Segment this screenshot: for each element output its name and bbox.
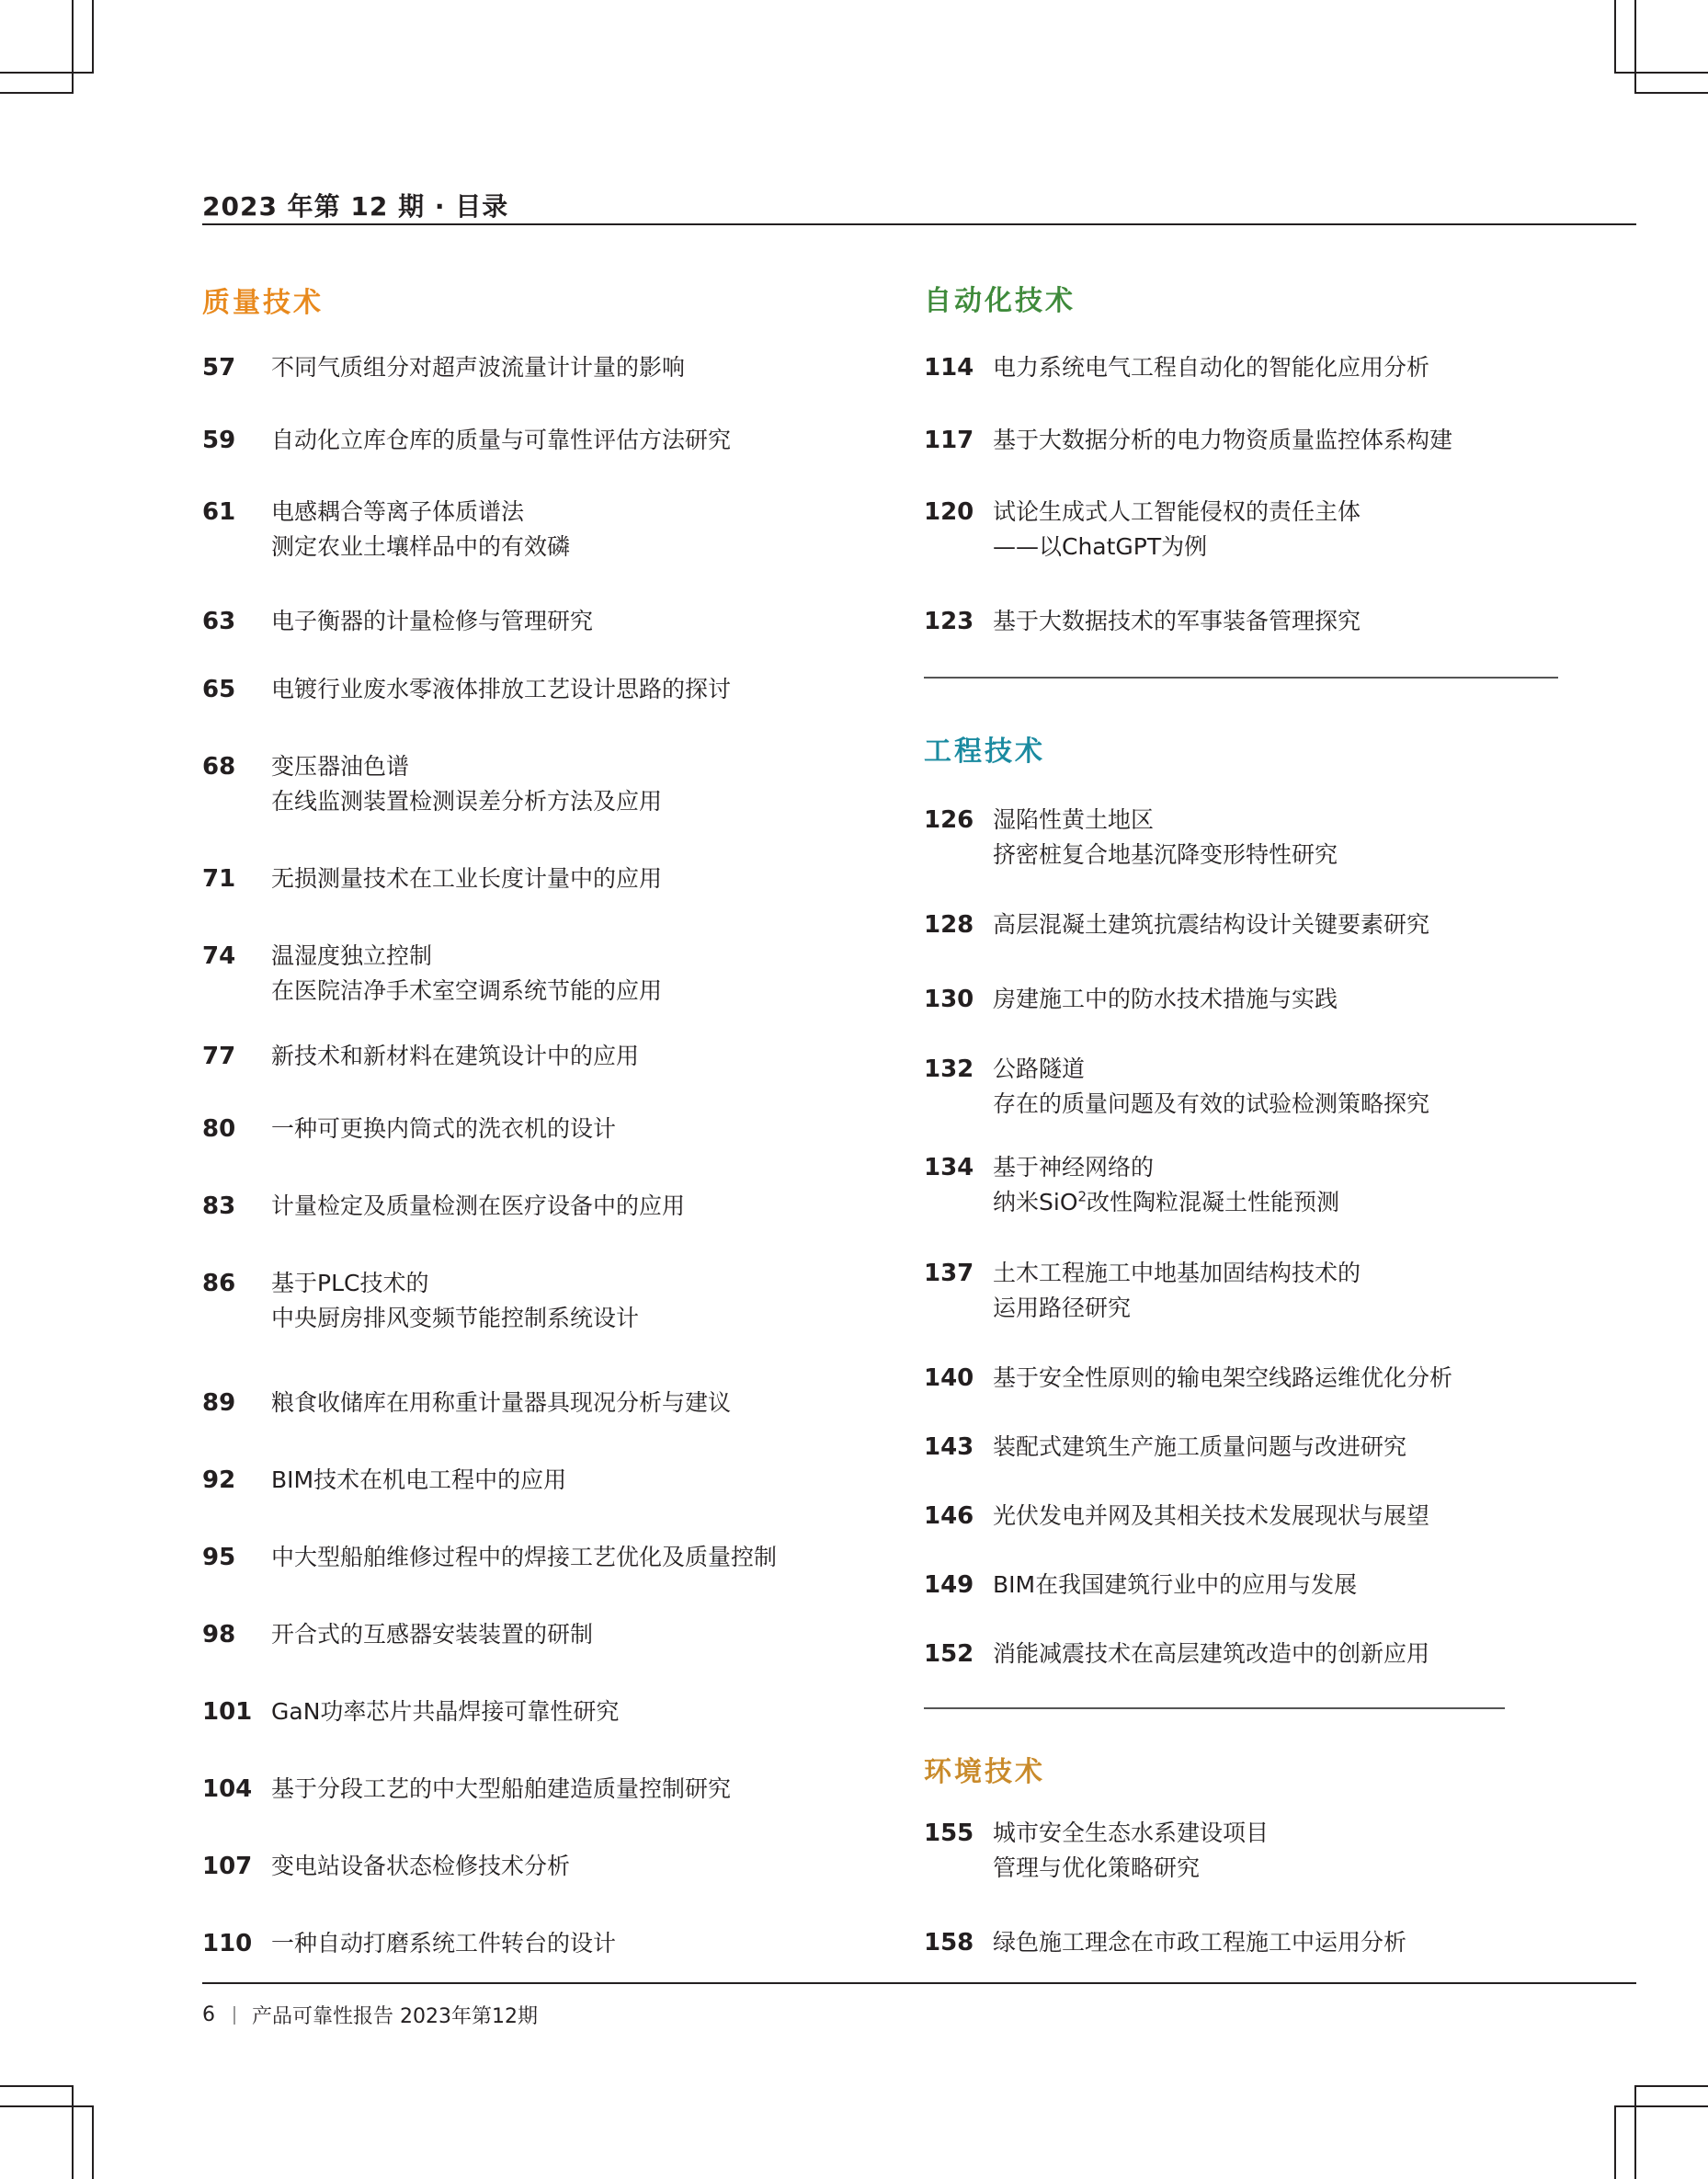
toc-title-line: 绿色施工理念在市政工程施工中运用分析 xyxy=(993,1929,1407,1956)
crop-mark xyxy=(1614,72,1708,74)
toc-entry[interactable] xyxy=(202,1039,639,1074)
toc-page-number: 74 xyxy=(202,942,236,970)
toc-page-number: 68 xyxy=(202,753,236,781)
toc-page-number: 114 xyxy=(924,354,974,382)
toc-article-title xyxy=(993,1052,1429,1122)
toc-title-line: 土木工程施工中地基加固结构技术的 xyxy=(993,1260,1361,1286)
toc-title-line: 电感耦合等离子体质谱法 xyxy=(271,498,525,525)
toc-article-title xyxy=(271,1039,639,1074)
toc-article-title xyxy=(271,749,662,819)
toc-entry[interactable] xyxy=(924,1052,1429,1122)
toc-entry[interactable] xyxy=(202,861,662,896)
toc-title-line: 一种自动打磨系统工件转台的设计 xyxy=(271,1930,617,1957)
crop-mark xyxy=(1634,0,1636,94)
toc-article-title xyxy=(993,1430,1406,1465)
toc-entry[interactable] xyxy=(924,1150,1339,1220)
toc-article-title xyxy=(271,495,570,565)
toc-title-line: 新技术和新材料在建筑设计中的应用 xyxy=(271,1043,640,1069)
toc-entry[interactable] xyxy=(924,495,1361,565)
toc-title-line: GaN功率芯片共晶焊接可靠性研究 xyxy=(271,1698,620,1725)
toc-entry[interactable] xyxy=(924,1568,1357,1603)
toc-article-title xyxy=(271,1617,593,1652)
toc-entry[interactable] xyxy=(202,1540,777,1575)
toc-title-line: 高层混凝土建筑抗震结构设计关键要素研究 xyxy=(993,911,1430,938)
toc-entry[interactable] xyxy=(202,1266,639,1336)
toc-title-line: 纳米SiO$^2$改性陶粒混凝土性能预测 xyxy=(993,1188,1340,1215)
crop-mark xyxy=(1614,2105,1708,2107)
toc-page-number: 149 xyxy=(924,1571,974,1599)
toc-title-line: 光伏发电并网及其相关技术发展现状与展望 xyxy=(993,1502,1430,1529)
page-title: 2023 年第 12 期 · 目录 xyxy=(202,191,509,222)
toc-article-title xyxy=(993,1150,1339,1220)
toc-article-title xyxy=(993,803,1338,873)
toc-entry[interactable] xyxy=(924,1816,1269,1886)
toc-page-number: 57 xyxy=(202,354,236,382)
toc-page-number: 158 xyxy=(924,1929,974,1957)
toc-entry[interactable] xyxy=(202,1926,616,1961)
toc-page-number: 63 xyxy=(202,608,236,635)
toc-article-title xyxy=(993,423,1452,458)
toc-entry[interactable] xyxy=(202,1694,619,1729)
toc-title-line: 温湿度独立控制 xyxy=(271,942,433,969)
toc-article-title xyxy=(271,350,685,385)
toc-page-number: 152 xyxy=(924,1640,974,1668)
toc-title-line: 在线监测装置检测误差分析方法及应用 xyxy=(271,788,663,815)
toc-entry[interactable] xyxy=(924,1256,1361,1326)
toc-article-title xyxy=(271,1694,619,1729)
toc-entry[interactable] xyxy=(924,1925,1406,1960)
toc-page-number: 59 xyxy=(202,427,236,454)
toc-title-line: 存在的质量问题及有效的试验检测策略探究 xyxy=(993,1090,1430,1117)
section-divider xyxy=(924,1707,1505,1709)
toc-page-number: 137 xyxy=(924,1260,974,1287)
toc-entry[interactable] xyxy=(924,423,1452,458)
toc-article-title xyxy=(993,495,1361,565)
toc-entry[interactable] xyxy=(202,604,593,639)
toc-title-line: BIM技术在机电工程中的应用 xyxy=(271,1466,567,1493)
toc-page-number: 83 xyxy=(202,1192,236,1220)
toc-page-number: 128 xyxy=(924,911,974,939)
page-number: 6 xyxy=(202,2003,215,2026)
toc-article-title xyxy=(993,982,1338,1017)
toc-title-line: 基于神经网络的 xyxy=(993,1154,1155,1181)
toc-title-line: 房建施工中的防水技术措施与实践 xyxy=(993,986,1338,1012)
toc-entry[interactable] xyxy=(924,1430,1406,1465)
crop-mark xyxy=(92,0,94,72)
toc-title-line: 无损测量技术在工业长度计量中的应用 xyxy=(271,865,663,892)
publication-name: 产品可靠性报告 2023年第12期 xyxy=(252,2005,538,2028)
crop-mark xyxy=(0,72,94,74)
toc-page-number: 134 xyxy=(924,1154,974,1181)
toc-entry[interactable] xyxy=(202,672,731,707)
toc-title-line: 城市安全生态水系建设项目 xyxy=(993,1820,1270,1846)
toc-title-line: 基于分段工艺的中大型船舶建造质量控制研究 xyxy=(271,1775,732,1802)
toc-page-number: 95 xyxy=(202,1544,236,1571)
toc-title-line: 变压器油色谱 xyxy=(271,753,410,780)
toc-entry[interactable] xyxy=(202,350,685,385)
crop-mark xyxy=(1614,2105,1616,2179)
toc-page-number: 107 xyxy=(202,1853,253,1880)
toc-page-number: 120 xyxy=(924,498,974,526)
toc-title-line: 计量检定及质量检测在医疗设备中的应用 xyxy=(271,1192,686,1219)
toc-page-number: 123 xyxy=(924,608,974,635)
toc-article-title xyxy=(271,1386,731,1420)
toc-title-line: 挤密桩复合地基沉降变形特性研究 xyxy=(993,841,1338,868)
toc-page-number: 61 xyxy=(202,498,236,526)
toc-article-title xyxy=(271,423,731,458)
section-divider xyxy=(924,677,1558,679)
subscript-superscript: 2 xyxy=(1077,1188,1087,1205)
toc-article-title xyxy=(993,1361,1452,1396)
toc-entry[interactable] xyxy=(924,1637,1429,1671)
crop-mark xyxy=(0,92,72,94)
toc-entry[interactable] xyxy=(924,907,1429,942)
toc-title-line: 一种可更换内筒式的洗衣机的设计 xyxy=(271,1115,617,1142)
crop-mark xyxy=(1634,2085,1708,2087)
section-title-automation: 自动化技术 xyxy=(924,285,1076,317)
toc-page-number: 110 xyxy=(202,1930,253,1957)
header-divider xyxy=(202,223,1636,225)
toc-page-number: 86 xyxy=(202,1270,236,1297)
toc-article-title xyxy=(993,1816,1269,1886)
toc-title-line: 粮食收储库在用称重计量器具现况分析与建议 xyxy=(271,1389,732,1416)
toc-article-title xyxy=(271,1849,570,1884)
crop-mark xyxy=(1634,2085,1636,2179)
toc-page-number: 98 xyxy=(202,1621,236,1649)
toc-article-title xyxy=(993,1568,1357,1603)
toc-title-line: 测定农业土壤样品中的有效磷 xyxy=(271,533,571,560)
crop-mark xyxy=(92,2105,94,2179)
toc-entry[interactable] xyxy=(202,1189,685,1224)
toc-title-line: BIM在我国建筑行业中的应用与发展 xyxy=(993,1571,1358,1598)
toc-article-title xyxy=(993,907,1429,942)
toc-title-line: 基于安全性原则的输电架空线路运维优化分析 xyxy=(993,1364,1453,1391)
toc-entry[interactable] xyxy=(924,982,1338,1017)
toc-article-title xyxy=(993,350,1429,385)
toc-article-title xyxy=(271,1112,616,1147)
toc-article-title xyxy=(993,604,1361,639)
toc-title-line: 基于大数据技术的军事装备管理探究 xyxy=(993,608,1361,634)
footer-separator xyxy=(233,2006,235,2025)
toc-entry[interactable] xyxy=(202,1849,570,1884)
toc-title-line: 基于大数据分析的电力物资质量监控体系构建 xyxy=(993,427,1453,453)
crop-mark xyxy=(1634,92,1708,94)
toc-title-line: 不同气质组分对超声波流量计计量的影响 xyxy=(271,354,686,381)
toc-entry[interactable] xyxy=(202,1463,566,1498)
toc-title-line: ——以ChatGPT为例 xyxy=(993,533,1208,560)
toc-page-number: 140 xyxy=(924,1364,974,1392)
toc-entry[interactable] xyxy=(202,1112,616,1147)
toc-title-line: 中大型船舶维修过程中的焊接工艺优化及质量控制 xyxy=(271,1544,778,1570)
toc-entry[interactable] xyxy=(924,604,1361,639)
toc-entry[interactable] xyxy=(202,749,662,819)
page-footer xyxy=(202,2001,538,2029)
toc-page-number: 143 xyxy=(924,1433,974,1461)
toc-entry[interactable] xyxy=(924,803,1338,873)
toc-title-line: 消能减震技术在高层建筑改造中的创新应用 xyxy=(993,1640,1430,1667)
toc-entry[interactable] xyxy=(202,939,662,1009)
toc-page-number: 132 xyxy=(924,1055,974,1083)
toc-entry[interactable] xyxy=(202,1386,731,1420)
toc-entry[interactable] xyxy=(202,495,570,565)
toc-entry[interactable] xyxy=(924,1499,1429,1534)
toc-title-line: 湿陷性黄土地区 xyxy=(993,806,1155,833)
toc-article-title xyxy=(271,1926,616,1961)
toc-article-title xyxy=(271,1540,777,1575)
toc-title-line: 运用路径研究 xyxy=(993,1295,1132,1321)
toc-title-line: 在医院洁净手术室空调系统节能的应用 xyxy=(271,977,663,1004)
toc-article-title xyxy=(271,861,662,896)
section-title-engineering: 工程技术 xyxy=(924,736,1045,768)
crop-mark xyxy=(0,2105,94,2107)
toc-page-number: 77 xyxy=(202,1043,236,1070)
toc-entry[interactable] xyxy=(202,1617,593,1652)
toc-article-title xyxy=(271,1266,639,1336)
crop-mark xyxy=(72,0,74,94)
toc-title-line: 试论生成式人工智能侵权的责任主体 xyxy=(993,498,1361,525)
toc-page-number: 101 xyxy=(202,1698,253,1726)
section-title-quality: 质量技术 xyxy=(202,287,324,319)
toc-title-line: 中央厨房排风变频节能控制系统设计 xyxy=(271,1305,640,1331)
toc-page-number: 155 xyxy=(924,1820,974,1847)
toc-page-number: 65 xyxy=(202,676,236,703)
toc-page-number: 104 xyxy=(202,1775,253,1803)
toc-title-line: 电镀行业废水零液体排放工艺设计思路的探讨 xyxy=(271,676,732,702)
toc-title-line: 装配式建筑生产施工质量问题与改进研究 xyxy=(993,1433,1407,1460)
toc-title-line: 开合式的互感器安装装置的研制 xyxy=(271,1621,594,1648)
section-title-environment: 环境技术 xyxy=(924,1756,1045,1788)
toc-title-line: 电子衡器的计量检修与管理研究 xyxy=(271,608,594,634)
toc-page-number: 89 xyxy=(202,1389,236,1417)
toc-title-line: 自动化立库仓库的质量与可靠性评估方法研究 xyxy=(271,427,732,453)
toc-title-line: 变电站设备状态检修技术分析 xyxy=(271,1853,571,1879)
toc-page-number: 92 xyxy=(202,1466,236,1494)
toc-article-title xyxy=(271,672,731,707)
crop-mark xyxy=(0,2085,72,2087)
toc-entry[interactable] xyxy=(924,350,1429,385)
toc-article-title xyxy=(271,604,593,639)
toc-article-title xyxy=(993,1925,1406,1960)
toc-title-line: 电力系统电气工程自动化的智能化应用分析 xyxy=(993,354,1430,381)
toc-page-number: 130 xyxy=(924,986,974,1013)
toc-page-number: 80 xyxy=(202,1115,236,1143)
crop-mark xyxy=(1614,0,1616,72)
toc-article-title xyxy=(271,939,662,1009)
toc-entry[interactable] xyxy=(202,1772,731,1807)
toc-page-number: 146 xyxy=(924,1502,974,1530)
toc-page-number: 126 xyxy=(924,806,974,834)
toc-article-title xyxy=(271,1772,731,1807)
toc-article-title xyxy=(271,1189,685,1224)
toc-title-line: 管理与优化策略研究 xyxy=(993,1854,1201,1881)
crop-mark xyxy=(72,2085,74,2179)
toc-page-number: 117 xyxy=(924,427,974,454)
toc-entry[interactable] xyxy=(924,1361,1452,1396)
toc-article-title xyxy=(993,1637,1429,1671)
toc-article-title xyxy=(271,1463,566,1498)
toc-entry[interactable] xyxy=(202,423,731,458)
toc-page-number: 71 xyxy=(202,865,236,893)
toc-title-line: 基于PLC技术的 xyxy=(271,1270,429,1296)
toc-title-line: 公路隧道 xyxy=(993,1055,1086,1082)
toc-article-title xyxy=(993,1499,1429,1534)
footer-divider xyxy=(202,1982,1636,1984)
toc-article-title xyxy=(993,1256,1361,1326)
